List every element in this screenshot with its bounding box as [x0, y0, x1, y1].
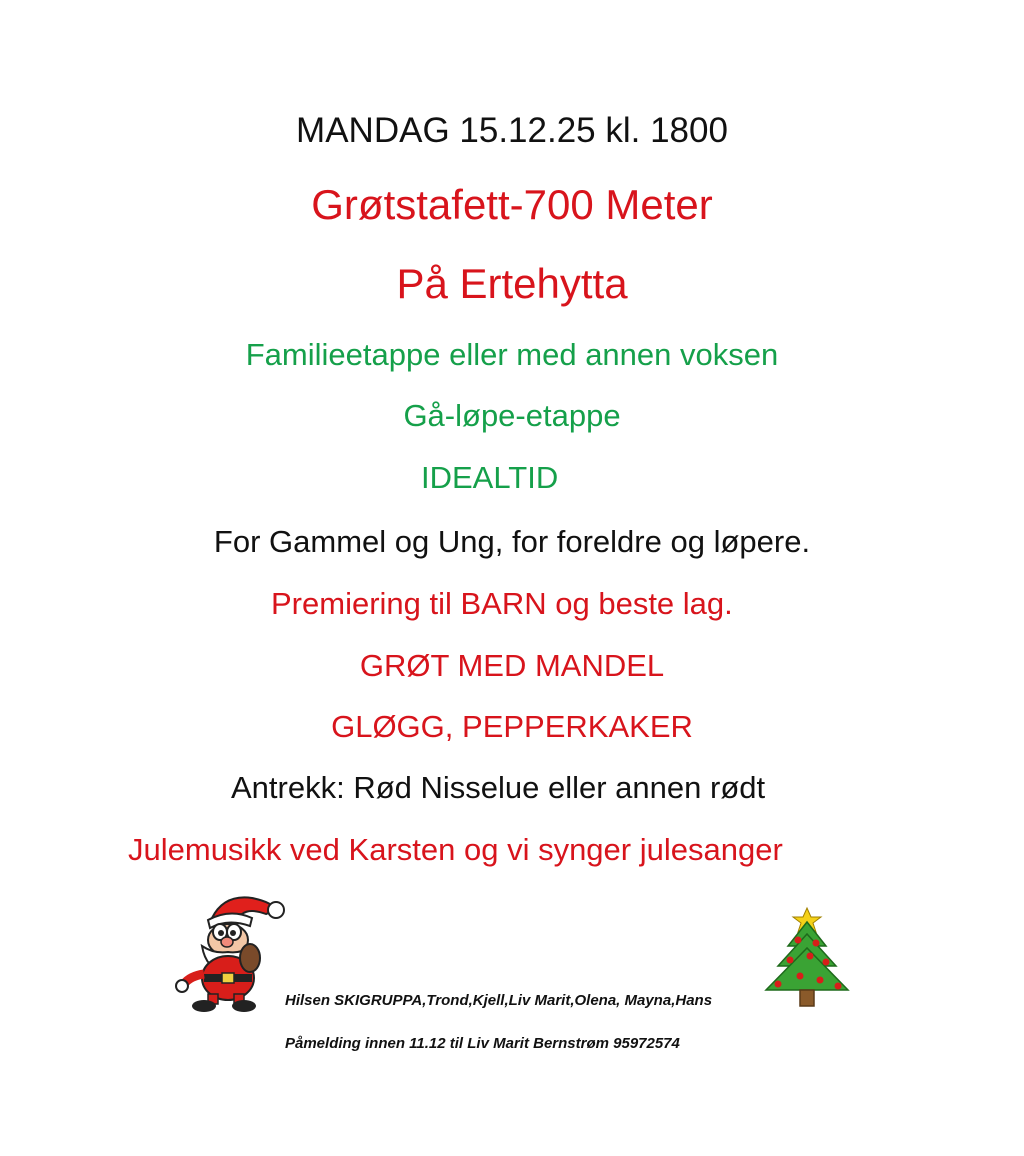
ideal-time-text: IDEALTID [421, 460, 559, 495]
signup-text: Påmelding innen 11.12 til Liv Marit Bernstrøm 95972574 [285, 1035, 680, 1052]
event-title: Grøtstafett-700 Meter [311, 181, 713, 228]
santa-icon [168, 888, 288, 1012]
food-text: GRØT MED MANDEL [359, 648, 665, 683]
walk-run-stage-text: Gå-løpe-etappe [403, 398, 621, 433]
audience-text: For Gammel og Ung, for foreldre og løpere. [213, 524, 811, 559]
attire-text: Antrekk: Rød Nisselue eller annen rødt [231, 770, 766, 805]
christmas-tree-icon [760, 906, 854, 1010]
greeting-text: Hilsen SKIGRUPPA,Trond,Kjell,Liv Marit,Olena, Mayna,Hans [285, 992, 713, 1009]
drinks-text: GLØGG, PEPPERKAKER [331, 709, 693, 744]
date-line: MANDAG 15.12.25 kl. 1800 [296, 111, 728, 150]
music-text: Julemusikk ved Karsten og vi synger julesanger [128, 832, 783, 867]
event-location: På Ertehytta [396, 260, 628, 307]
family-stage-text: Familieetappe eller med annen voksen [245, 337, 779, 372]
prizes-text: Premiering til BARN og beste lag. [271, 586, 733, 621]
